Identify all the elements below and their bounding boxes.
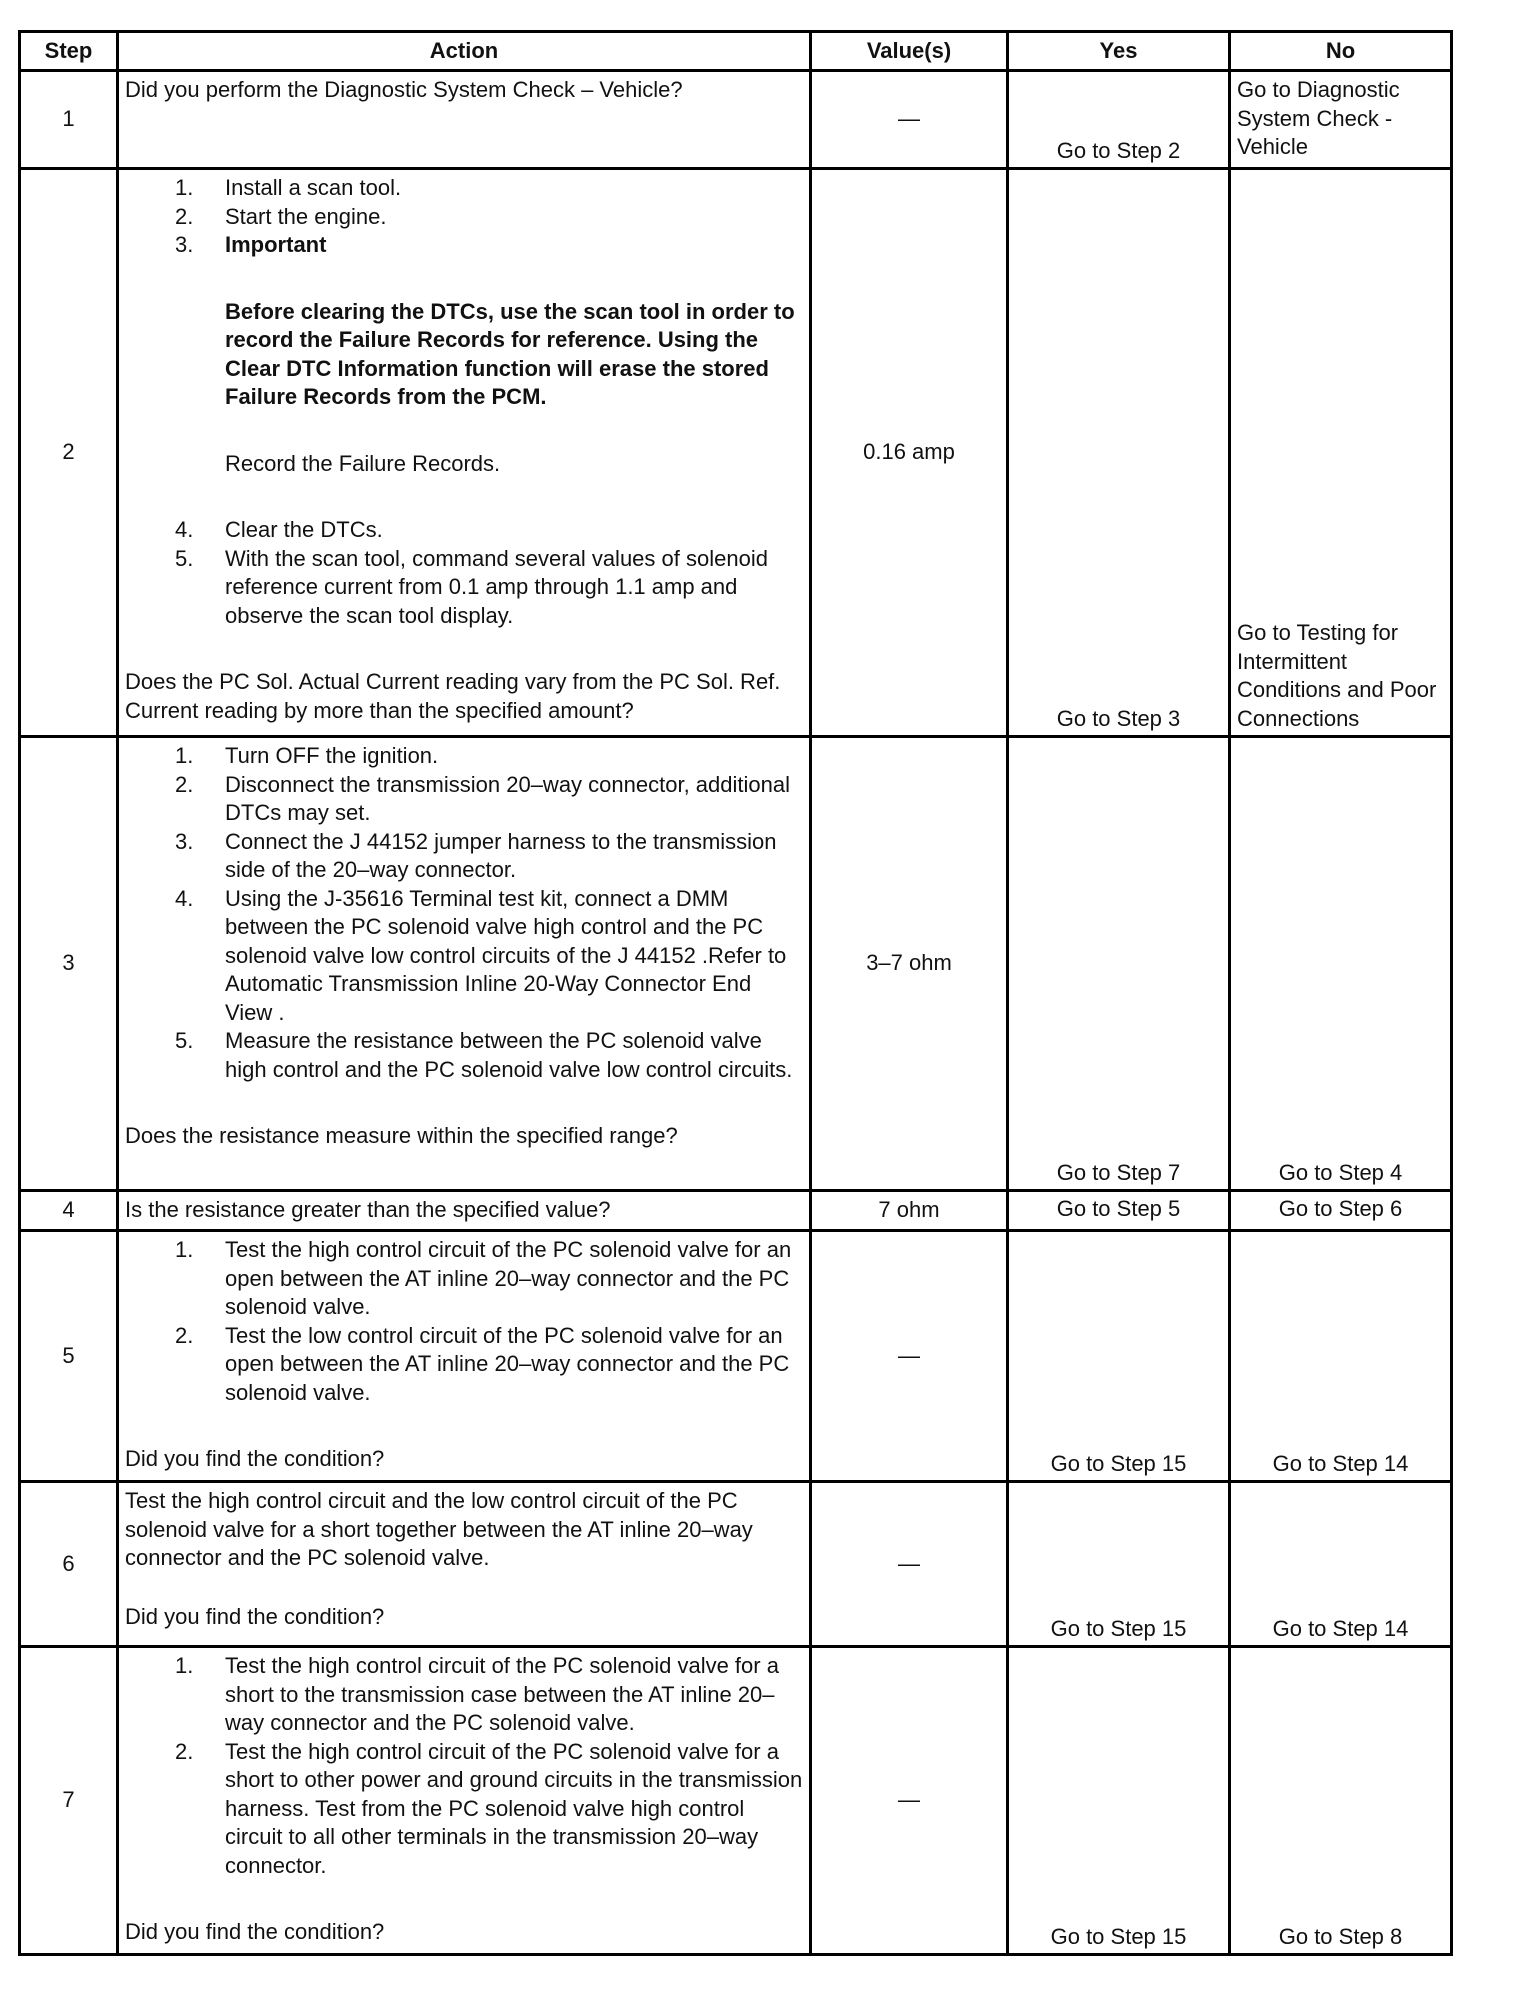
step-number: 4 — [20, 1191, 118, 1231]
list-item — [125, 1738, 803, 1881]
item-text: Clear the DTCs. — [225, 517, 383, 542]
item-text: Test the low control circuit of the PC solenoid valve for an open between the AT inline 20–way connector and the PC solenoid valve. — [225, 1322, 790, 1405]
yes-cell — [1008, 1482, 1230, 1647]
value-text: 0.16 amp — [863, 439, 955, 465]
value-cell — [811, 1647, 1008, 1955]
yes-link[interactable]: Go to Step 5 — [1056, 1196, 1181, 1222]
value-cell — [811, 71, 1008, 169]
important-label: Important — [225, 232, 327, 257]
yes-cell — [1008, 1191, 1230, 1231]
item-number: 2. — [175, 771, 194, 797]
item-number: 1. — [175, 1237, 194, 1262]
yes-link[interactable]: Go to Step 3 — [1056, 705, 1181, 731]
yes-link[interactable]: Go to Step 15 — [1050, 1923, 1187, 1949]
value-text: — — [898, 106, 920, 132]
step-number: 3 — [20, 737, 118, 1191]
yes-cell — [1008, 1231, 1230, 1482]
list-item — [125, 231, 803, 516]
no-link[interactable]: Go to Diagnostic System Check - Vehicle — [1237, 77, 1400, 159]
table-row — [20, 1191, 1452, 1231]
question-text: Does the resistance measure within the specified range? — [125, 1123, 678, 1148]
header-action: Action — [118, 32, 811, 71]
item-text: Turn OFF the ignition. — [225, 743, 439, 768]
value-cell — [811, 169, 1008, 737]
no-link[interactable]: Go to Step 6 — [1278, 1196, 1403, 1222]
step-number: 6 — [20, 1482, 118, 1647]
value-cell — [811, 1231, 1008, 1482]
action-cell — [118, 1231, 811, 1482]
no-link[interactable]: Go to Testing for Intermittent Conditions and Poor Connections — [1237, 620, 1437, 731]
item-text: Test the high control circuit of the PC solenoid valve for a short to other power and ground circuits in the transmission harness. Test from the PC solenoid valve high control circuit to all other terminals in the transmission 20–way connector. — [225, 1738, 803, 1878]
value-text: — — [898, 1550, 920, 1576]
item-text: With the scan tool, command several values of solenoid reference current from 0.1 amp through 1.1 amp and observe the scan tool display. — [225, 545, 768, 628]
list-item — [125, 203, 803, 232]
action-list — [125, 742, 803, 1084]
list-item — [125, 885, 803, 1028]
list-item — [125, 1027, 803, 1084]
no-cell — [1230, 1191, 1452, 1231]
no-cell — [1230, 1647, 1452, 1955]
action-cell — [118, 737, 811, 1191]
yes-cell — [1008, 737, 1230, 1191]
list-item — [125, 828, 803, 885]
action-cell — [118, 169, 811, 737]
action-cell — [118, 71, 811, 169]
list-item — [125, 1322, 803, 1408]
action-list — [125, 1652, 803, 1880]
yes-link[interactable]: Go to Step 15 — [1050, 1450, 1187, 1476]
item-number: 4. — [175, 517, 194, 542]
step-number: 2 — [20, 169, 118, 737]
step-number: 7 — [20, 1647, 118, 1955]
value-text: 7 ohm — [878, 1197, 940, 1223]
action-cell — [118, 1647, 811, 1955]
list-item — [125, 1652, 803, 1738]
item-text: Start the engine. — [225, 203, 387, 229]
record-note: Record the Failure Records. — [225, 450, 501, 476]
list-item — [125, 771, 803, 828]
question-text: Did you perform the Diagnostic System Check – Vehicle? — [125, 77, 683, 102]
value-cell — [811, 737, 1008, 1191]
list-item — [125, 545, 803, 631]
item-number: 1. — [175, 175, 194, 200]
no-cell — [1230, 737, 1452, 1191]
list-item — [125, 174, 803, 203]
action-cell — [118, 1191, 811, 1231]
item-number: 2. — [175, 1322, 194, 1348]
table-row — [20, 1482, 1452, 1647]
header-values: Value(s) — [811, 32, 1008, 71]
item-number: 1. — [175, 1653, 194, 1678]
list-item — [125, 516, 803, 545]
table-row — [20, 1647, 1452, 1955]
table-row — [20, 737, 1452, 1191]
value-cell — [811, 1482, 1008, 1647]
item-number: 2. — [175, 1738, 194, 1764]
no-link[interactable]: Go to Step 14 — [1272, 1615, 1409, 1641]
question-text: Does the PC Sol. Actual Current reading vary from the PC Sol. Ref. Current reading by more than the specified amount? — [125, 669, 781, 723]
yes-link[interactable]: Go to Step 2 — [1056, 137, 1181, 163]
no-cell — [1230, 1482, 1452, 1647]
item-number: 2. — [175, 203, 194, 229]
yes-link[interactable]: Go to Step 15 — [1050, 1615, 1187, 1641]
action-list — [125, 174, 803, 630]
item-number: 5. — [175, 1028, 194, 1053]
no-link[interactable]: Go to Step 8 — [1278, 1923, 1403, 1949]
value-cell — [811, 1191, 1008, 1231]
item-text: Measure the resistance between the PC solenoid valve high control and the PC solenoid valve low control circuits. — [225, 1028, 793, 1082]
action-list — [125, 1236, 803, 1407]
step-number: 5 — [20, 1231, 118, 1482]
header-yes: Yes — [1008, 32, 1230, 71]
yes-cell — [1008, 71, 1230, 169]
item-text: Test the high control circuit of the PC solenoid valve for a short to the transmission case between the AT inline 20–way connector and the PC solenoid valve. — [225, 1653, 779, 1735]
table-row — [20, 169, 1452, 737]
diagnostic-table — [18, 30, 1453, 1956]
header-step: Step — [20, 32, 118, 71]
yes-cell — [1008, 1647, 1230, 1955]
action-text: Test the high control circuit and the low control circuit of the PC solenoid valve for a short together between the AT inline 20–way connector and the PC solenoid valve. — [125, 1488, 753, 1570]
item-number: 5. — [175, 545, 194, 571]
item-text: Disconnect the transmission 20–way connector, additional DTCs may set. — [225, 771, 790, 825]
question-text: Is the resistance greater than the specified value? — [125, 1197, 611, 1223]
item-number: 4. — [175, 885, 194, 911]
action-cell — [118, 1482, 811, 1647]
step-number: 1 — [20, 71, 118, 169]
table-row — [20, 1231, 1452, 1482]
no-cell — [1230, 1231, 1452, 1482]
question-text: Did you find the condition? — [125, 1446, 385, 1471]
no-link[interactable]: Go to Step 4 — [1278, 1159, 1403, 1185]
table-row — [20, 71, 1452, 169]
list-item — [125, 1236, 803, 1322]
item-text: Install a scan tool. — [225, 175, 402, 200]
no-cell — [1230, 169, 1452, 737]
item-text: Test the high control circuit of the PC solenoid valve for an open between the AT inline 20–way connector and the PC solenoid valve. — [225, 1237, 792, 1319]
question-text: Did you find the condition? — [125, 1919, 385, 1944]
list-item — [125, 742, 803, 771]
value-text: — — [898, 1342, 920, 1368]
value-text: 3–7 ohm — [866, 950, 952, 976]
header-row — [20, 32, 1452, 71]
item-number: 3. — [175, 232, 194, 257]
item-number: 1. — [175, 743, 194, 768]
item-text: Using the J-35616 Terminal test kit, connect a DMM between the PC solenoid valve high control and the PC solenoid valve low control circuits of the J 44152 .Refer to Automatic Transmission Inline 20-Way Connector End View . — [225, 885, 787, 1025]
item-text: Connect the J 44152 jumper harness to the transmission side of the 20–way connector. — [225, 828, 777, 882]
question-text: Did you find the condition? — [125, 1603, 385, 1629]
header-no: No — [1230, 32, 1452, 71]
no-link[interactable]: Go to Step 14 — [1272, 1450, 1409, 1476]
yes-cell — [1008, 169, 1230, 737]
important-note: Before clearing the DTCs, use the scan tool in order to record the Failure Records for reference. Using the Clear DTC Information function will erase the stored Failure Records from the PCM. — [225, 298, 795, 409]
no-cell — [1230, 71, 1452, 169]
item-number: 3. — [175, 828, 194, 854]
yes-link[interactable]: Go to Step 7 — [1056, 1159, 1181, 1185]
value-text: — — [898, 1787, 920, 1813]
